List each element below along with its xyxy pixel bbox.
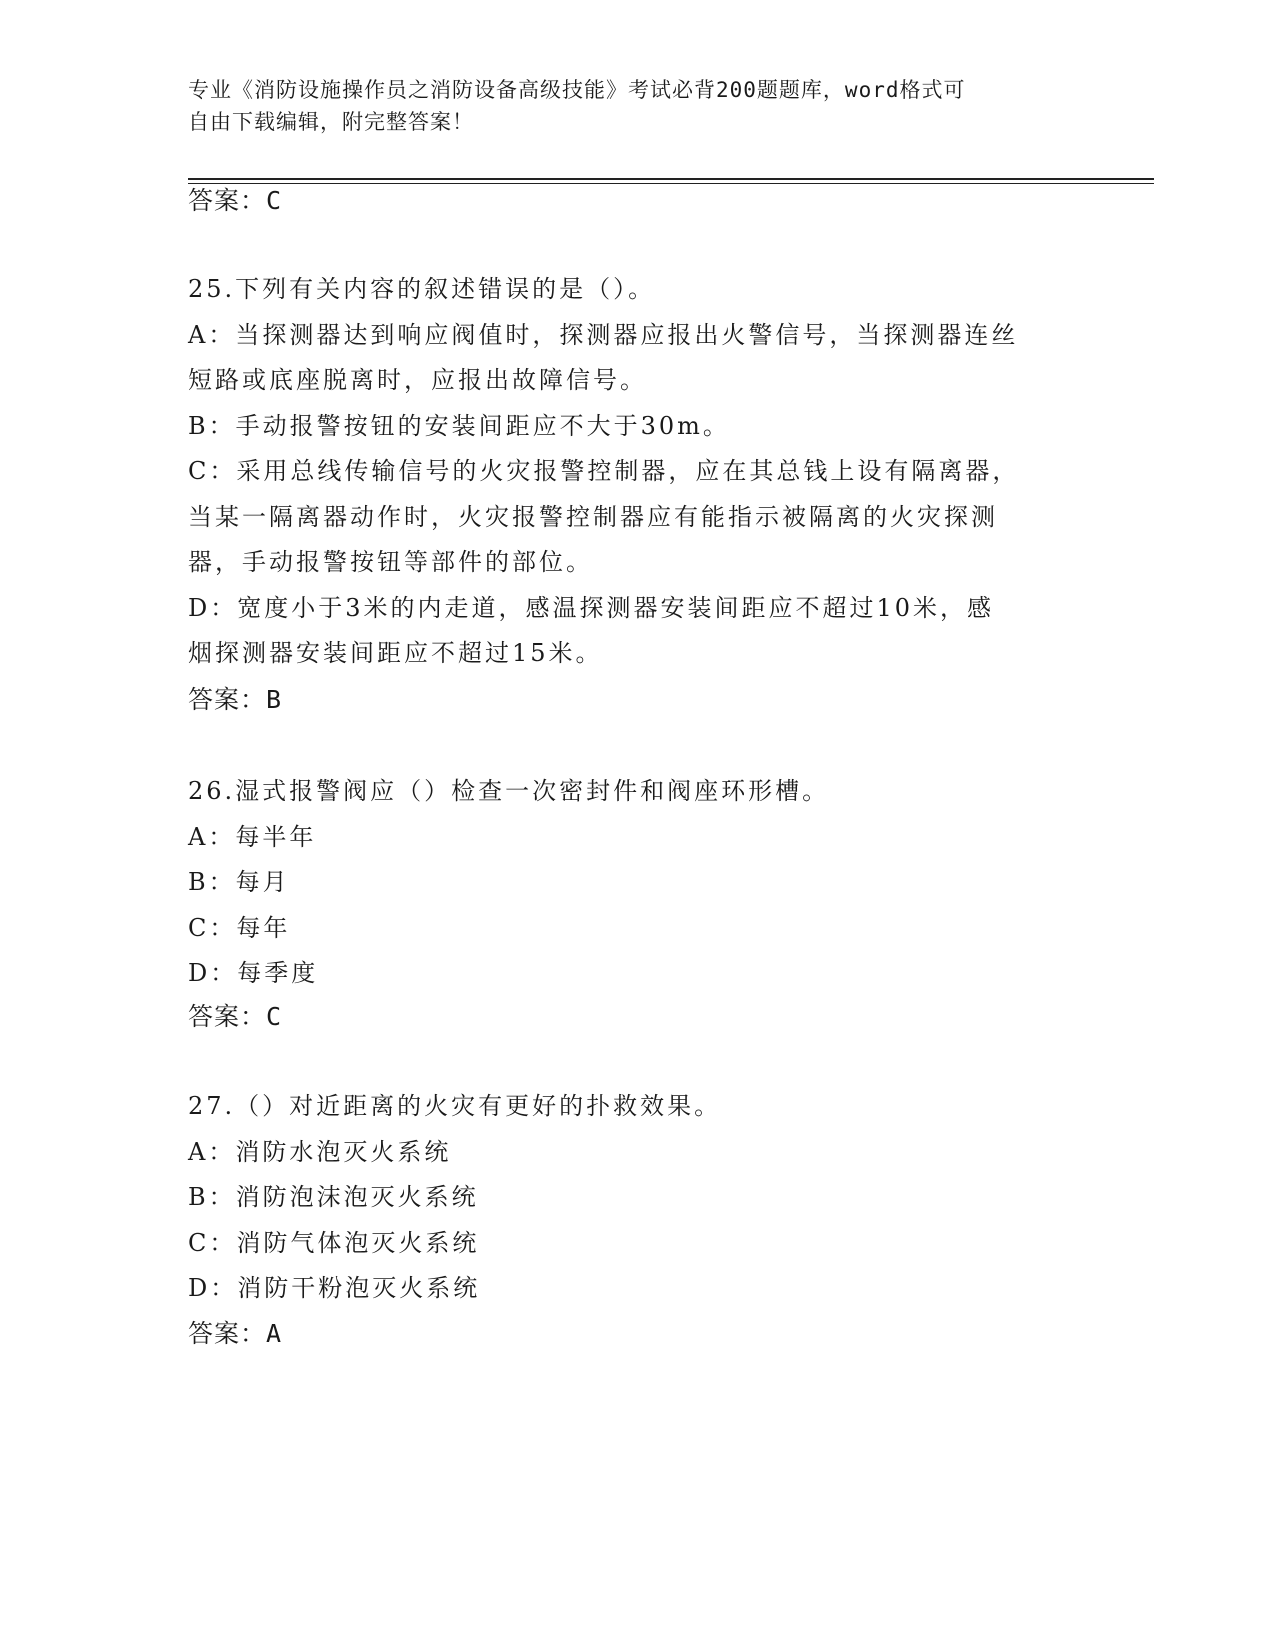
option-d: D：消防干粉泡灭火系统 [188,1274,481,1302]
question-26 [188,769,1088,997]
option-b: B：消防泡沫泡灭火系统 [188,1183,479,1211]
option-c: C：每年 [188,913,291,942]
option-c: C：消防气体泡灭火系统 [188,1228,480,1257]
option-c-cont: 当某一隔离器动作时，火灾报警控制器应有能指示被隔离的火灾探测 [188,502,998,531]
question-stem: 27.（）对近距离的火灾有更好的扑救效果。 [188,1092,722,1120]
document-header [188,74,1088,138]
option-d-cont: 烟探测器安装间距应不超过15米。 [188,639,603,667]
option-d: D：宽度小于3米的内走道，感温探测器安装间距应不超过10米，感 [188,593,995,622]
answer-27: 答案：A [188,1319,283,1348]
answer-26: 答案：C [188,1002,283,1031]
question-stem: 26.湿式报警阀应（）检查一次密封件和阀座环形槽。 [188,777,830,805]
question-stem: 25.下列有关内容的叙述错误的是（）。 [188,275,656,303]
option-a: A：每半年 [188,822,317,851]
option-b: B：手动报警按钮的安装间距应不大于30m。 [188,411,730,440]
option-b: B：每月 [188,868,290,896]
option-c: C：采用总线传输信号的火灾报警控制器，应在其总钱上设有隔离器， [188,457,1020,485]
question-25 [188,267,1088,677]
option-a: A：消防水泡灭火系统 [188,1137,452,1166]
header-divider-thin [188,183,1154,184]
header-line-1: 专业《消防设施操作员之消防设备高级技能》考试必背200题题库，word格式可 [188,78,966,102]
header-divider [188,178,1154,180]
answer-prev: 答案：C [188,186,283,215]
answer-25: 答案：B [188,685,283,714]
option-a-cont: 短路或底座脱离时，应报出故障信号。 [188,366,647,394]
option-a: A：当探测器达到响应阀值时，探测器应报出火警信号，当探测器连丝 [188,320,1019,349]
question-27 [188,1084,1088,1312]
option-c-cont: 器，手动报警按钮等部件的部位。 [188,548,593,576]
option-d: D：每季度 [188,959,319,987]
header-line-2: 自由下载编辑，附完整答案！ [188,110,474,134]
